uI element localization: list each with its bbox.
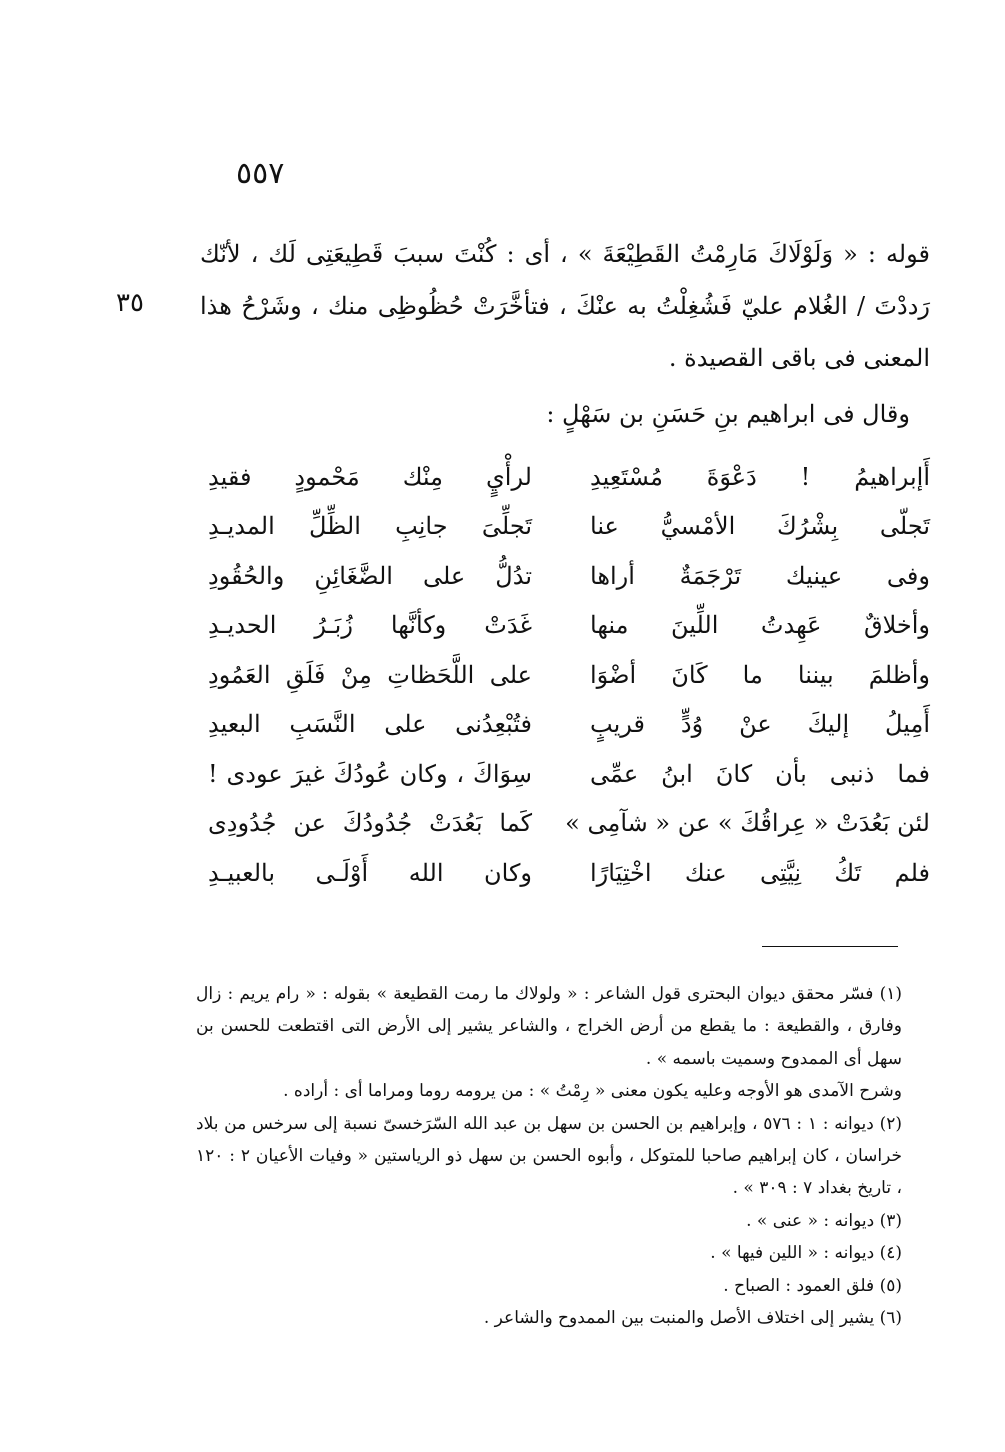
verse-second-hemistich: على اللَّحَظاتِ مِنْ فَلَقِ العَمُودِ [208, 660, 532, 689]
prose-text: قوله : « وَلَوْلَاكَ مَارِمْتُ القَطِيْعَةَ » ، أى : كُنْتَ سببَ قَطِيعَتِى لَك ، لأنّك رَددْتَ / الغُلام عليّ فَشُغِلْتُ به عنْكَ ، فتأخَّرَتْ حُظُوظِى منك ، وشَرْحُ هذا المعنى فى باقى القصيدة . [200, 240, 930, 372]
page-number: ٥٥٧ [236, 156, 285, 191]
footnote: (٤) ديوانه : « اللين فيها » . [710, 1243, 902, 1264]
margin-line-number: ٣٥ [116, 288, 144, 318]
footnote: (٥) فلق العمود : الصباح . [723, 1275, 902, 1296]
footnote-separator [762, 946, 898, 947]
verse-second-hemistich: وكان الله أَوْلَـى بالعبيـدِ [208, 858, 532, 887]
footnote: وشرح الآمدى هو الأوجه وعليه يكون معنى « رِمْتُ » : من يرومه روما ومراما أى : أراده . [283, 1081, 902, 1102]
verse [208, 551, 930, 601]
verse [208, 700, 930, 750]
verse-first-hemistich: أَمِيلُ إليكَ عنْ وُدٍّ قريبٍ [590, 710, 930, 739]
verse-second-hemistich: لرأْيٍ مِنْك مَحْمودٍ فقيدِ [208, 462, 532, 491]
verse-first-hemistich: أَإبراهيمُ ! دَعْوَةَ مُسْتَعِيدِ [590, 462, 930, 491]
verse-second-hemistich: تدُلُّ على الضَّغَائِنِ والحُقُودِ [208, 561, 532, 590]
verse-first-hemistich: وأخلاقٌ عَهِدتُ اللِّينَ منها [590, 611, 930, 640]
verse-second-hemistich: غَدَتْ وكأنَّها زُبَـرُ الحديـدِ [208, 611, 532, 640]
footnote: (٦) يشير إلى اختلاف الأصل والمنبت بين الممدوح والشاعر . [483, 1308, 902, 1329]
verse-second-hemistich: كَما بَعُدَتْ جُدُودُكَ عن جُدُودِى [208, 809, 532, 838]
verse [208, 799, 930, 849]
poem-intro: وقال فى ابراهيم بنِ حَسَنِ بن سَهْلٍ : [546, 400, 910, 428]
footnote: (١) فسّر محقق ديوان البحترى قول الشاعر : « ولولاك ما رمت القطيعة » بقوله : « رام يريم : زال وفارق ، والقطيعة : ما يقطع من أرض الخراج ، والشاعر يشير إلى الأرض التى اقتطعت للحسن بن سهل أى الممدوح وسميت باسمه » . [196, 984, 902, 1069]
verse-second-hemistich: تَجلِّىَ جانِبِ الظِّلِّ المديـدِ [208, 512, 532, 541]
verse [208, 749, 930, 799]
verse-second-hemistich: سِوَاكَ ، وكان عُودُكَ غيرَ عودى ! [208, 759, 532, 788]
verse-first-hemistich: وأظلمَ بيننا ما كَانَ أضْوَا [590, 660, 930, 689]
verse [208, 650, 930, 700]
footnote: (٣) ديوانه : « عنى » . [746, 1210, 902, 1231]
verse-first-hemistich: فما ذنبى بأن كانَ ابنُ عمِّى [590, 759, 930, 788]
verse-second-hemistich: فتُبْعِدُنى على النَّسَبِ البعيدِ [208, 710, 532, 739]
poem [208, 452, 930, 898]
verse [208, 502, 930, 552]
verse-first-hemistich: لئن بَعُدَتْ « عِراقُكَ » عن « شآمِى » [565, 809, 930, 838]
verse [208, 601, 930, 651]
verse [208, 848, 930, 898]
verse-first-hemistich: وفى عينيك تَرْجَمَةٌ أراها [590, 561, 930, 590]
verse [208, 452, 930, 502]
prose-paragraph [200, 228, 930, 384]
footnotes [196, 978, 924, 1334]
verse-first-hemistich: تَجلّى بِشْرُكَ الأمْسيُّ عنا [590, 512, 930, 541]
footnote: (٢) ديوانه : ١ : ٥٧٦ ، وإبراهيم بن الحسن بن سهل بن عبد الله السّرَخسىّ نسبة إلى سرخس من بلاد خراسان ، كان إبراهيم صاحبا للمتوكل ، وأبوه الحسن بن سهل ذو الرياستين « وفيات الأعيان ٢ : ١٢٠ ، تاريخ بغداد ٧ : ٣٠٩ » . [196, 1113, 902, 1199]
verse-first-hemistich: فلم تَكُ نِيَّتِى عنك اخْتِيَارًا [590, 858, 930, 887]
